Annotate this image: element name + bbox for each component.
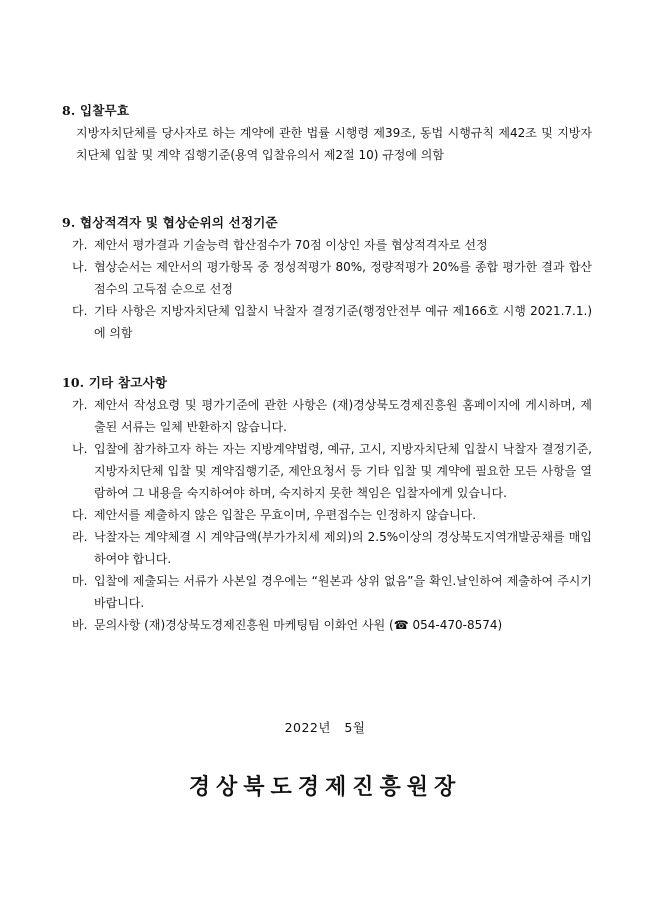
item-marker: 나. (72, 260, 88, 274)
list-item (62, 300, 592, 344)
item-marker: 라. (72, 530, 88, 544)
item-marker: 나. (72, 442, 88, 456)
section-10 (62, 372, 592, 636)
item-marker: 바. (72, 618, 88, 632)
item-text: 제안서를 제출하지 않은 입찰은 무효이며, 우편접수는 인정하지 않습니다. (94, 508, 477, 522)
item-text: 제안서 평가결과 기술능력 합산점수가 70점 이상인 자를 협상적격자로 선정 (94, 238, 488, 252)
item-marker: 가. (72, 398, 88, 412)
item-marker: 다. (72, 508, 88, 522)
list-item (62, 614, 592, 636)
item-text: 제안서 작성요령 및 평가기준에 관한 사항은 (재)경상북도경제진흥원 홈페이지에 게시하며, 제출된 서류는 일체 반환하지 않습니다. (94, 398, 592, 434)
document-date: 2022년 5월 (284, 720, 366, 735)
list-item (62, 256, 592, 300)
item-text: 기타 사항은 지방자치단체 입찰시 낙찰자 결정기준(행정안전부 예규 제166호 시행 2021.7.1.)에 의함 (94, 304, 592, 340)
list-item (62, 570, 592, 614)
list-item (62, 504, 592, 526)
item-text: 협상순서는 제안서의 평가항목 중 정성적평가 80%, 정량적평가 20%를 종합 평가한 결과 합산점수의 고득점 순으로 선정 (94, 260, 592, 296)
list-item (62, 526, 592, 570)
section-8 (62, 100, 592, 166)
list-item (62, 234, 592, 256)
section-body: 지방자치단체를 당사자로 하는 계약에 관한 법률 시행령 제39조, 동법 시행규칙 제42조 및 지방자치단체 입찰 및 계약 집행기준(용역 입찰유의서 제2절 10) 규정에 의함 (76, 126, 592, 162)
item-text: 문의사항 (재)경상북도경제진흥원 마케팅팀 이화언 사원 (☎ 054-470-8574) (94, 618, 503, 632)
item-text: 낙찰자는 계약체결 시 계약금액(부가가치세 제외)의 2.5%이상의 경상북도지역개발공채를 매입하여야 합니다. (94, 530, 592, 566)
section-heading: 9. 협상적격자 및 협상순위의 선정기준 (62, 215, 278, 230)
item-text: 입찰에 제출되는 서류가 사본일 경우에는 “원본과 상위 없음”을 확인.날인하여 제출하여 주시기 바랍니다. (94, 574, 592, 610)
list-item (62, 438, 592, 504)
list-item (62, 394, 592, 438)
item-text: 입찰에 참가하고자 하는 자는 지방계약법령, 예규, 고시, 지방자치단체 입찰시 낙찰자 결정기준, 지방자치단체 입찰 및 계약집행기준, 제안요청서 등 기타 입찰 및 계약에 필요한 모든 사항을 열람하여 그 내용을 숙지하여야 하며, 숙지하지 못한 책임은 입찰자에게 있습니다. (94, 442, 592, 500)
item-marker: 가. (72, 238, 88, 252)
section-heading: 8. 입찰무효 (62, 103, 130, 118)
issuer-name: 경상북도경제진흥원장 (188, 774, 462, 800)
section-9 (62, 212, 592, 344)
item-marker: 다. (72, 304, 88, 318)
section-heading: 10. 기타 참고사항 (62, 375, 168, 390)
item-marker: 마. (72, 574, 88, 588)
